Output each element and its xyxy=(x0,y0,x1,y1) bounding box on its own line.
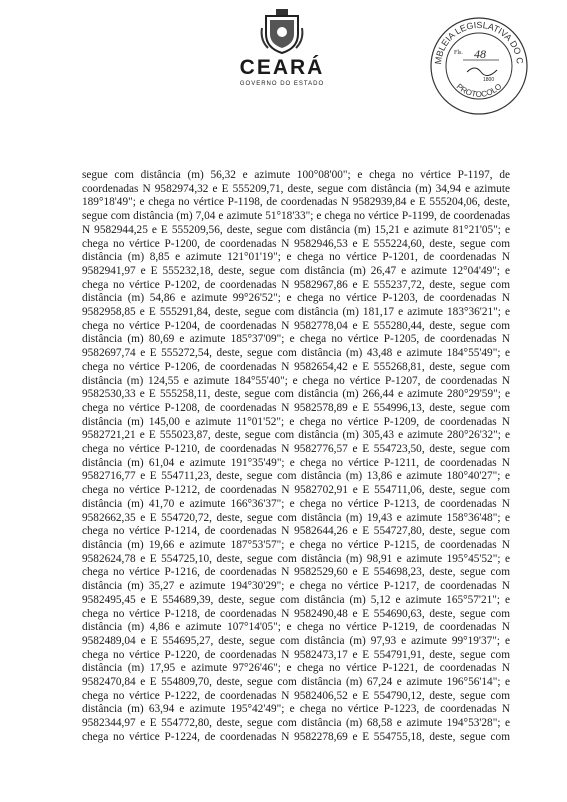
body-line: chega no vértice P-1204, de coordenadas N 9582778,04 e E 555280,44, deste, segue com xyxy=(82,319,510,332)
body-line: 9582697,74 e E 555272,54, deste, segue com distância (m) 43,48 e azimute 184°55'49"; e xyxy=(82,347,510,360)
body-line: chega no vértice P-1214, de coordenadas N 9582644,26 e E 554727,80, deste, segue com xyxy=(82,525,510,538)
stamp-year: 1800 xyxy=(483,77,495,83)
body-line: distância (m) 19,66 e azimute 187°53'57"; e chega no vértice P-1215, de coordenadas N xyxy=(82,538,510,551)
body-line: chega no vértice P-1200, de coordenadas N 9582946,53 e E 555224,60, deste, segue com xyxy=(82,237,510,250)
body-line: 9582624,78 e E 554725,10, deste, segue com distância (m) 98,91 e azimute 195°45'52"; e xyxy=(82,552,510,565)
body-line: chega no vértice P-1218, de coordenadas N 9582490,48 e E 554690,63, deste, segue com xyxy=(82,607,510,620)
stamp-bottom-text: PROTOCOLO xyxy=(454,81,504,99)
body-line: chega no vértice P-1222, de coordenadas N 9582406,52 e E 554790,12, deste, segue com xyxy=(82,689,510,702)
body-line: distância (m) 61,04 e azimute 191°35'49"; e chega no vértice P-1211, de coordenadas N xyxy=(82,456,510,469)
body-line: 9582489,04 e E 554695,27, deste, segue com distância (m) 97,93 e azimute 99°19'37"; e xyxy=(82,634,510,647)
body-line: distância (m) 17,95 e azimute 97°26'46"; e chega no vértice P-1221, de coordenadas N xyxy=(82,662,510,675)
body-line: distância (m) 80,69 e azimute 185°37'09"; e chega no vértice P-1205, de coordenadas N xyxy=(82,333,510,346)
body-line: 9582495,45 e E 554689,39, deste, segue com distância (m) 5,12 e azimute 165°57'21"; e xyxy=(82,593,510,606)
body-line: chega no vértice P-1208, de coordenadas N 9582578,89 e E 554996,13, deste, segue com xyxy=(82,401,510,414)
body-line: distância (m) 8,85 e azimute 121°01'19"; e chega no vértice P-1201, de coordenadas N xyxy=(82,251,510,264)
state-subtitle: GOVERNO DO ESTADO xyxy=(239,81,325,87)
body-line: distância (m) 35,27 e azimute 194°30'29"; e chega no vértice P-1217, de coordenadas N xyxy=(82,580,510,593)
body-line: distância (m) 4,86 e azimute 107°14'05"; e chega no vértice P-1219, de coordenadas N xyxy=(82,621,510,634)
body-line: distância (m) 124,55 e azimute 184°55'40"; e chega no vértice P-1207, de coordenadas N xyxy=(82,374,510,387)
body-line: distância (m) 145,00 e azimute 11°01'52"; e chega no vértice P-1209, de coordenadas N xyxy=(82,415,510,428)
body-line: 9582662,35 e E 554720,72, deste, segue com distância (m) 19,43 e azimute 158°36'48"; e xyxy=(82,511,510,524)
body-line: 9582344,97 e E 554772,80, deste, segue com distância (m) 68,58 e azimute 194°53'28"; e xyxy=(82,717,510,730)
body-line: 9582530,33 e E 555258,11, deste, segue com distância (m) 266,44 e azimute 280°29'59"; e xyxy=(82,388,510,401)
state-coat-of-arms-icon xyxy=(260,8,304,54)
body-line: distância (m) 41,70 e azimute 166°36'37"; e chega no vértice P-1213, de coordenadas N xyxy=(82,497,510,510)
protocol-stamp-seal xyxy=(427,14,531,118)
state-name: CEARÁ xyxy=(239,56,325,79)
body-line: distância (m) 54,86 e azimute 99°26'52"; e chega no vértice P-1203, de coordenadas N xyxy=(82,292,510,305)
stamp-ring-text: MBLEIA LEGISLATIVA DO C xyxy=(432,19,526,65)
body-paragraph xyxy=(82,169,510,745)
body-line: chega no vértice P-1210, de coordenadas N 9582776,57 e E 554723,50, deste, segue com xyxy=(82,443,510,456)
body-line: chega no vértice P-1206, de coordenadas N 9582654,42 e E 555268,81, deste, segue com xyxy=(82,360,510,373)
body-line: chega no vértice P-1212, de coordenadas N 9582702,91 e E 554711,06, deste, segue com xyxy=(82,484,510,497)
stamp-folio-label: Fls. xyxy=(454,50,463,56)
body-line: 9582958,85 e E 555291,84, deste, segue com distância (m) 181,17 e azimute 183°36'21"; e xyxy=(82,306,510,319)
body-line: 9582721,21 e E 555023,87, deste, segue com distância (m) 305,43 e azimute 280°26'32"; e xyxy=(82,429,510,442)
body-line: 9582941,97 e E 555232,18, deste, segue com distância (m) 26,47 e azimute 12°04'49"; e xyxy=(82,264,510,277)
protocol-stamp xyxy=(427,14,531,118)
body-line: coordenadas N 9582974,32 e E 555209,71, deste, segue com distância (m) 34,94 e azimute xyxy=(82,182,510,195)
body-line: 189°18'49"; e chega no vértice P-1198, de coordenadas N 9582939,84 e E 555204,06, deste, xyxy=(82,196,510,209)
body-line: distância (m) 63,94 e azimute 195°42'49"; e chega no vértice P-1223, de coordenadas N xyxy=(82,703,510,716)
body-line: chega no vértice P-1220, de coordenadas N 9582473,17 e E 554791,91, deste, segue com xyxy=(82,648,510,661)
stamp-folio-number: 48 xyxy=(474,47,486,61)
body-line: 9582716,77 e E 554711,23, deste, segue com distância (m) 13,86 e azimute 180°40'27"; e xyxy=(82,470,510,483)
body-line: chega no vértice P-1202, de coordenadas N 9582967,86 e E 555237,72, deste, segue com xyxy=(82,278,510,291)
body-line: segue com distância (m) 56,32 e azimute 100°08'00"; e chega no vértice P-1197, de xyxy=(82,169,510,181)
body-line: chega no vértice P-1216, de coordenadas N 9582529,60 e E 554698,23, deste, segue com xyxy=(82,566,510,579)
body-line: 9582470,84 e E 554809,70, deste, segue com distância (m) 67,24 e azimute 196°56'14"; e xyxy=(82,676,510,689)
body-line: chega no vértice P-1224, de coordenadas N 9582278,69 e E 554755,18, deste, segue com xyxy=(82,730,510,743)
body-line: segue com distância (m) 7,04 e azimute 51°18'33"; e chega no vértice P-1199, de coordenadas xyxy=(82,210,510,223)
body-line: N 9582944,25 e E 555209,56, deste, segue com distância (m) 15,21 e azimute 81°21'05"; e xyxy=(82,223,510,236)
